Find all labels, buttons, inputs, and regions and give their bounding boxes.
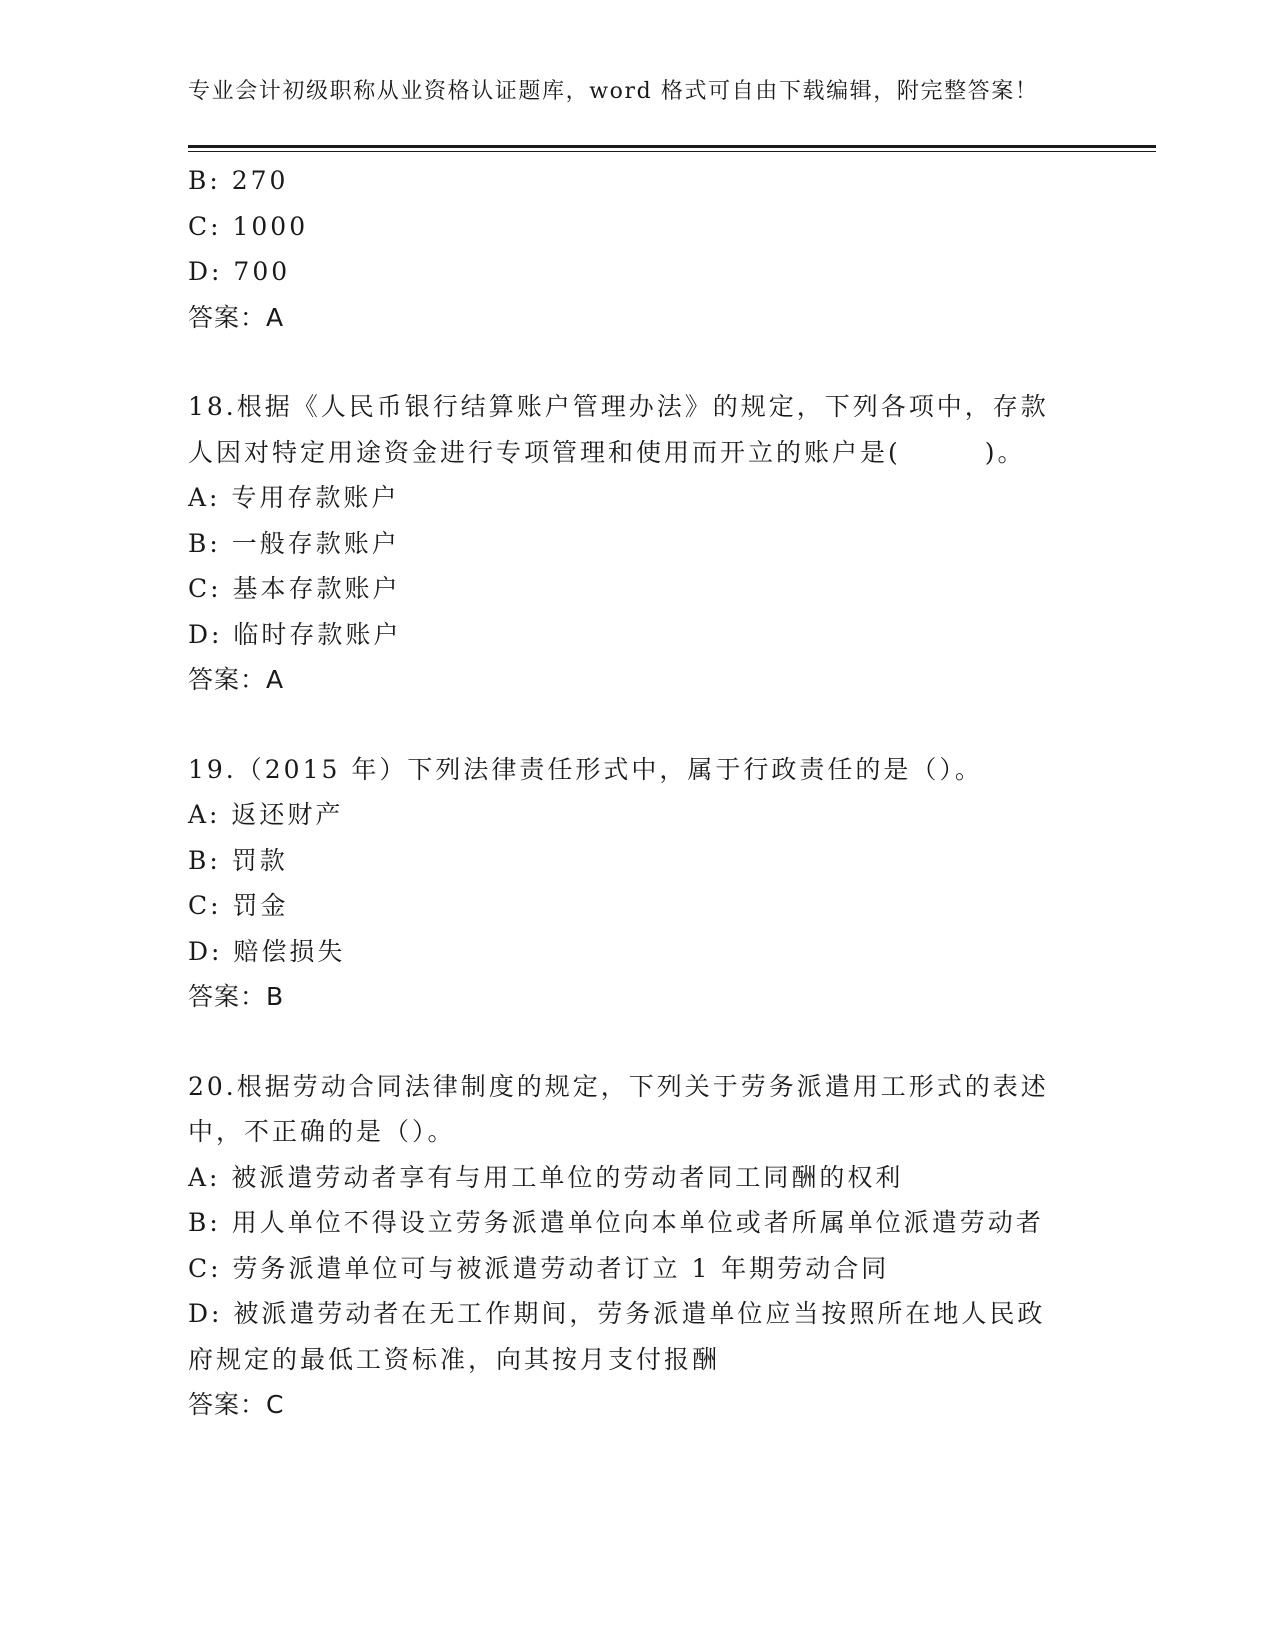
prev-question-block: [188, 158, 1088, 340]
option-d: D: 被派遣劳动者在无工作期间，劳务派遣单位应当按照所在地人民政: [188, 1299, 1046, 1328]
option-c: C: 1000: [188, 211, 309, 241]
question-stem: 中，不正确的是（）。: [188, 1117, 456, 1146]
option-d: D: 赔偿损失: [188, 936, 346, 966]
answer-line: 答案：A: [188, 302, 285, 332]
option-a: A: 返还财产: [188, 800, 344, 829]
answer-line: 答案：B: [188, 982, 285, 1011]
question-stem: 18.根据《人民币银行结算账户管理办法》的规定，下列各项中，存款: [188, 392, 1049, 421]
option-d-continued: 府规定的最低工资标准，向其按月支付报酬: [188, 1344, 721, 1374]
header-divider-thick: [188, 145, 1156, 148]
option-a: A: 被派遣劳动者享有与用工单位的劳动者同工同酬的权利: [188, 1162, 904, 1192]
answer-line: 答案：C: [188, 1390, 285, 1419]
option-c: C: 罚金: [188, 891, 289, 920]
header-divider-thin: [188, 151, 1156, 152]
question-stem: 19.（2015 年）下列法律责任形式中，属于行政责任的是（）。: [188, 754, 983, 784]
question-stem: 人因对特定用途资金进行专项管理和使用而开立的账户是( )。: [188, 437, 1026, 467]
option-d: D: 临时存款账户: [188, 619, 402, 649]
option-a: A: 专用存款账户: [188, 483, 400, 512]
option-b: B: 罚款: [188, 845, 288, 875]
question-20: [188, 1064, 1088, 1428]
option-b: B: 一般存款账户: [188, 528, 400, 558]
question-stem: 20.根据劳动合同法律制度的规定，下列关于劳务派遣用工形式的表述: [188, 1071, 1049, 1101]
option-c: C: 基本存款账户: [188, 574, 401, 603]
answer-line: 答案：A: [188, 665, 285, 694]
question-content: [188, 158, 1088, 1428]
option-b: B: 270: [188, 166, 289, 195]
question-19: [188, 747, 1088, 1020]
question-18: [188, 384, 1088, 703]
option-b: B: 用人单位不得设立劳务派遣单位向本单位或者所属单位派遣劳动者: [188, 1208, 1044, 1237]
option-c: C: 劳务派遣单位可与被派遣劳动者订立 1 年期劳动合同: [188, 1253, 890, 1283]
option-d: D: 700: [188, 257, 291, 286]
page-header-note: 专业会计初级职称从业资格认证题库，word 格式可自由下载编辑，附完整答案！: [188, 79, 1039, 104]
